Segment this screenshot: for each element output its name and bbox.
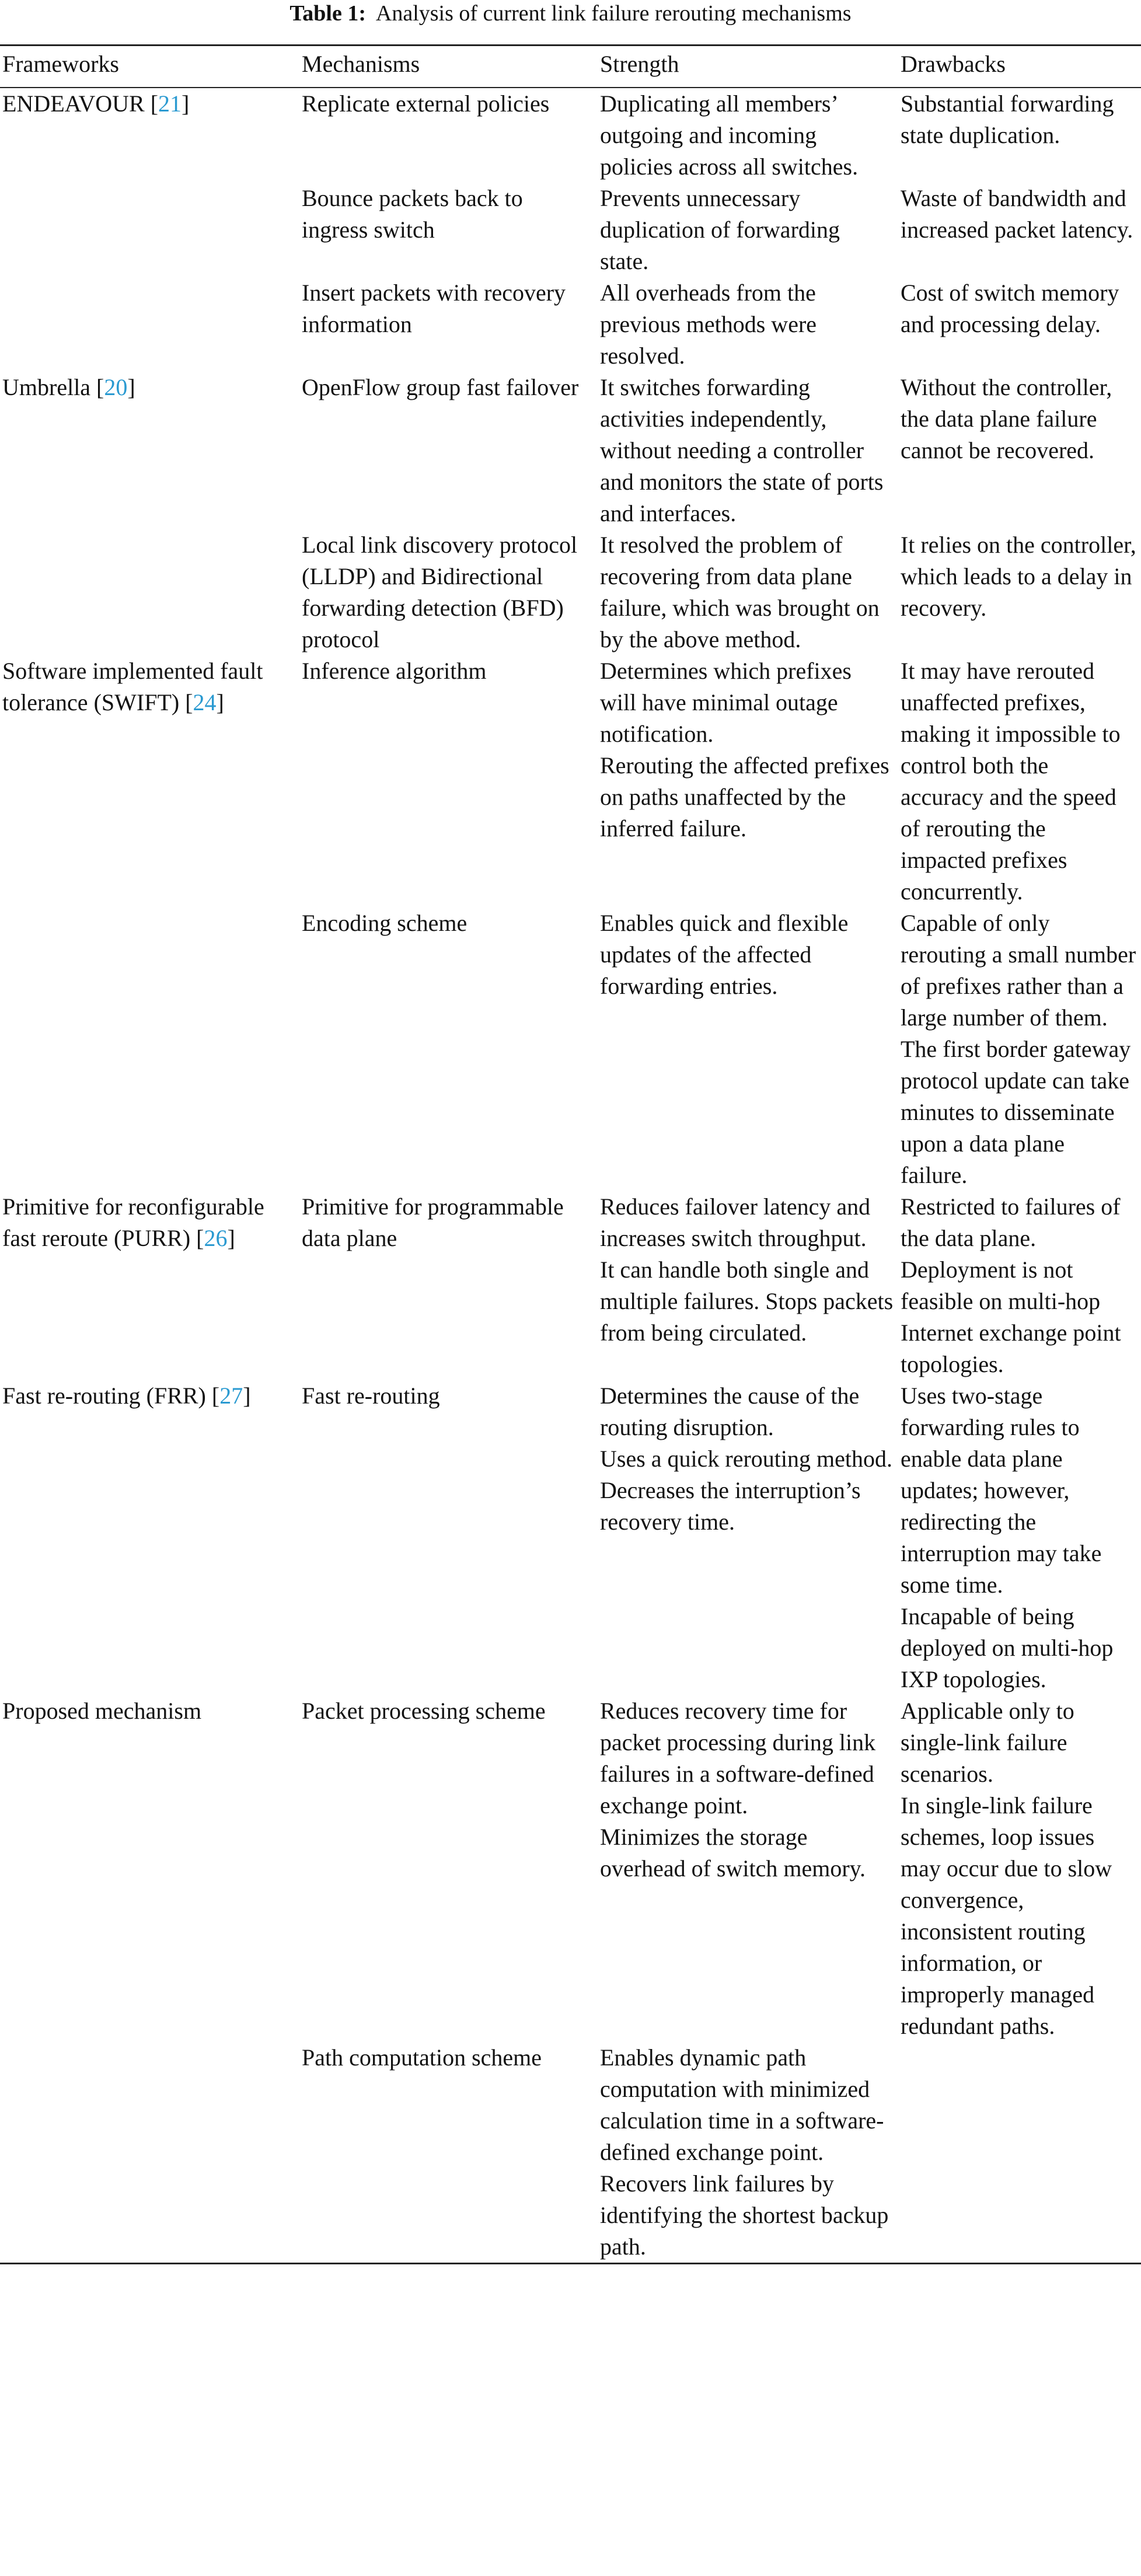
analysis-table [0,44,1141,2264]
strength-text: Minimizes the storage overhead of switch memory. [600,1824,866,1882]
framework-cell [0,655,299,907]
table-row [0,2042,1141,2264]
drawbacks-text: It may have rerouted unaffected prefixes, making it impossible to control both the accuracy and the speed of rerouting the impacted prefixes concurrently. [901,658,1121,905]
strength-text: It resolved the problem of recovering from data plane failure, which was brought on by the above method. [600,532,880,652]
drawbacks-cell [898,1380,1141,1695]
citation-bracket: ] [182,90,190,117]
strength-text: Reduces failover latency and increases switch throughput. [600,1193,871,1251]
citation-bracket: ] [227,1225,235,1251]
drawbacks-cell [898,183,1141,277]
framework-cell [0,1695,299,2042]
mechanism-cell [299,655,598,907]
citation-link[interactable]: 21 [158,90,182,117]
framework-cell [0,277,299,372]
framework-name: ENDEAVOUR [ [2,90,159,117]
strength-text: Determines which prefixes will have minimal outage notification. [600,658,852,747]
citation-link[interactable]: 20 [104,374,128,400]
drawbacks-text: Restricted to failures of the data plane. [901,1193,1121,1251]
drawbacks-cell [898,1191,1141,1380]
strength-text: It switches forwarding activities independently, without needing a controller and monitors the state of ports and interfaces. [600,374,884,526]
citation-link[interactable]: 26 [204,1225,228,1251]
framework-cell [0,1380,299,1695]
strength-text: Recovers link failures by identifying the shortest backup path. [600,2170,889,2260]
table-row [0,907,1141,1191]
strength-cell [598,2042,898,2264]
mechanism-text: Encoding scheme [302,910,467,936]
framework-cell [0,372,299,529]
drawbacks-text: Applicable only to single-link failure scenarios. [901,1698,1074,1787]
header-drawbacks: Drawbacks [898,46,1141,88]
drawbacks-cell [898,655,1141,907]
mechanism-text: Primitive for programmable data plane [302,1193,564,1251]
table-row [0,372,1141,529]
table-row [0,1695,1141,2042]
citation-bracket: ] [243,1383,251,1409]
drawbacks-cell [898,1695,1141,2042]
framework-cell [0,907,299,1191]
citation-link[interactable]: 24 [193,689,217,715]
mechanism-text: Bounce packets back to ingress switch [302,185,523,243]
strength-text: All overheads from the previous methods were resolved. [600,280,817,369]
mechanism-text: Replicate external policies [302,90,550,117]
strength-text: Enables dynamic path computation with minimized calculation time in a software-defined exchange point. [600,2044,884,2165]
strength-cell [598,88,898,183]
mechanism-cell [299,2042,598,2264]
strength-text: Rerouting the affected prefixes on paths unaffected by the inferred failure. [600,752,889,842]
mechanism-cell [299,277,598,372]
table-row [0,1191,1141,1380]
framework-name: Software implemented fault tolerance (SWIFT) [ [2,658,263,715]
drawbacks-cell [898,277,1141,372]
drawbacks-cell [898,88,1141,183]
table-row [0,529,1141,655]
mechanism-cell [299,907,598,1191]
strength-text: Determines the cause of the routing disruption. [600,1383,860,1440]
mechanism-text: Insert packets with recovery information [302,280,566,337]
citation-bracket: ] [127,374,135,400]
strength-text: Uses a quick rerouting method. [600,1446,892,1472]
citation-bracket: ] [216,689,224,715]
mechanism-text: Local link discovery protocol (LLDP) and Bidirectional forwarding detection (BFD) protocol [302,532,578,652]
framework-name: Proposed mechanism [2,1698,202,1724]
strength-text: It can handle both single and multiple failures. Stops packets from being circulated. [600,1256,894,1346]
strength-cell [598,372,898,529]
mechanism-cell [299,183,598,277]
framework-name: Umbrella [ [2,374,104,400]
mechanism-cell [299,372,598,529]
drawbacks-text: Cost of switch memory and processing delay. [901,280,1119,337]
framework-name: Fast re-routing (FRR) [ [2,1383,220,1409]
strength-text: Duplicating all members’ outgoing and incoming policies across all switches. [600,90,859,180]
strength-cell [598,1191,898,1380]
mechanism-cell [299,1695,598,2042]
strength-text: Prevents unnecessary duplication of forwarding state. [600,185,840,274]
drawbacks-text: Waste of bandwidth and increased packet latency. [901,185,1133,243]
table-row [0,88,1141,183]
strength-cell [598,277,898,372]
mechanism-text: Packet processing scheme [302,1698,546,1724]
drawbacks-text: It relies on the controller, which leads to a delay in recovery. [901,532,1136,621]
strength-text: Reduces recovery time for packet processing during link failures in a software-defined exchange point. [600,1698,876,1818]
drawbacks-cell [898,907,1141,1191]
strength-text: Enables quick and flexible updates of the affected forwarding entries. [600,910,849,999]
drawbacks-text: Without the controller, the data plane failure cannot be recovered. [901,374,1112,463]
framework-name: Primitive for reconfigurable fast reroute (PURR) [ [2,1193,264,1251]
framework-cell [0,1191,299,1380]
caption-label: Table 1: [289,1,366,26]
table-row [0,183,1141,277]
strength-cell [598,1380,898,1695]
drawbacks-text: The first border gateway protocol update can take minutes to disseminate upon a data plane failure. [901,1036,1131,1188]
table-row [0,277,1141,372]
strength-cell [598,655,898,907]
drawbacks-text: Deployment is not feasible on multi-hop Internet exchange point topologies. [901,1256,1121,1377]
mechanism-cell [299,88,598,183]
mechanism-cell [299,1191,598,1380]
framework-cell [0,2042,299,2264]
table-header [0,46,1141,88]
table-caption [0,0,1141,27]
mechanism-text: Fast re-routing [302,1383,440,1409]
strength-cell [598,183,898,277]
strength-cell [598,907,898,1191]
drawbacks-text: Uses two-stage forwarding rules to enable data plane updates; however, redirecting the interruption may take some time. [901,1383,1102,1598]
framework-cell [0,183,299,277]
mechanism-cell [299,1380,598,1695]
header-row [0,46,1141,88]
strength-cell [598,1695,898,2042]
header-frameworks: Frameworks [0,46,299,88]
framework-cell [0,529,299,655]
table-row [0,655,1141,907]
mechanism-text: Inference algorithm [302,658,487,684]
mechanism-text: OpenFlow group fast failover [302,374,579,400]
drawbacks-text: Substantial forwarding state duplication. [901,90,1114,148]
drawbacks-cell [898,372,1141,529]
table-row [0,1380,1141,1695]
strength-cell [598,529,898,655]
drawbacks-text: Capable of only rerouting a small number of prefixes rather than a large number of them. [901,910,1136,1031]
mechanism-cell [299,529,598,655]
caption-text: Analysis of current link failure rerouting mechanisms [375,1,852,26]
header-strength: Strength [598,46,898,88]
drawbacks-cell [898,2042,1141,2264]
strength-text: Decreases the interruption’s recovery time. [600,1477,861,1535]
drawbacks-text: Incapable of being deployed on multi-hop IXP topologies. [901,1603,1114,1692]
header-mechanisms: Mechanisms [299,46,598,88]
mechanism-text: Path computation scheme [302,2044,542,2071]
table-body [0,88,1141,2264]
drawbacks-text: In single-link failure schemes, loop issues may occur due to slow convergence, inconsistent routing information, or improperly managed redundant paths. [901,1792,1112,2039]
framework-cell [0,88,299,183]
drawbacks-cell [898,529,1141,655]
citation-link[interactable]: 27 [219,1383,243,1409]
